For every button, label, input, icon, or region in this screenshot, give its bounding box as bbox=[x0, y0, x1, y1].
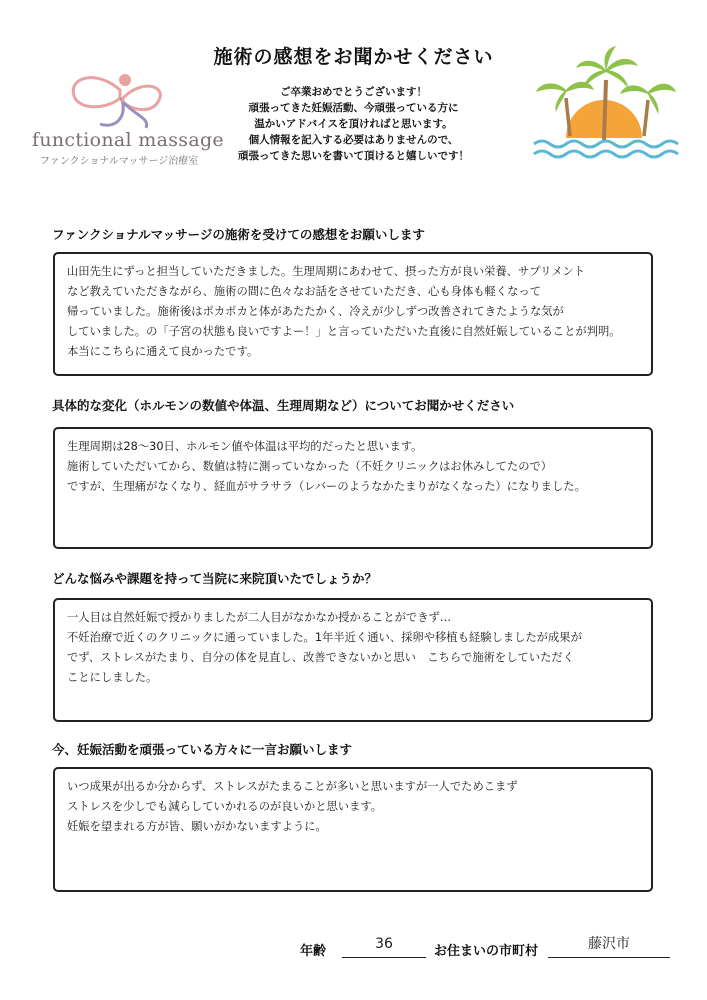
intro-line: 温かいアドバイスを頂ければと思います。 bbox=[254, 118, 453, 130]
answer-line: 妊娠を望まれる方が皆、願いがかないますように。 bbox=[67, 820, 327, 833]
intro-message bbox=[210, 84, 497, 164]
question-message: 今、妊娠活動を頑張っている方々に一言お願いします bbox=[52, 742, 353, 757]
intro-line: 頑張ってきた妊娠活動、今頑張っている方に bbox=[248, 102, 459, 114]
palm-island-icon bbox=[526, 40, 682, 160]
answer-line: いつ成果が出るか分からず、ストレスがたまることが多いと思いますが一人でためこまず bbox=[67, 780, 518, 793]
answer-line: など教えていただきながら、施術の間に色々なお話をさせていただき、心も身体も軽くなって bbox=[67, 285, 542, 298]
answer-line: ですが、生理痛がなくなり、経血がサラサラ（レバーのようなかたまりがなくなった）になりました。 bbox=[67, 480, 586, 493]
logo-name-ja: ファンクショナルマッサージ治療室 bbox=[40, 156, 199, 167]
answer-line: 山田先生にずっと担当していただきました。生理周期にあわせて、摂った方が良い栄養、サプリメント bbox=[67, 265, 586, 278]
answer-box-impression bbox=[53, 252, 653, 376]
answer-box-message bbox=[53, 767, 653, 892]
answer-line: でず、ストレスがたまり、自分の体を見直し、改善できないかと思い こちらで施術をしていただく bbox=[67, 651, 575, 664]
age-value: 36 bbox=[375, 936, 393, 952]
question-concerns: どんな悩みや課題を持って当院に来院頂いたでしょうか？ bbox=[52, 571, 378, 586]
question-changes: 具体的な変化（ホルモンの数値や体温、生理周期など）についてお聞かせください bbox=[52, 398, 515, 413]
answer-line: していました。の「子宮の状態も良いですよー！」と言っていただいた直後に自然妊娠していることが判明。 bbox=[67, 325, 621, 338]
answer-line: ことにしました。 bbox=[67, 671, 158, 684]
answer-line: 不妊治療で近くのクリニックに通っていました。1年半近く通い、採卵や移植も経験しましたが成果が bbox=[67, 631, 582, 644]
intro-line: 個人情報を記入する必要はありませんので、 bbox=[248, 134, 459, 146]
logo-name-en: functional massage bbox=[32, 129, 224, 151]
city-value: 藤沢市 bbox=[588, 936, 630, 952]
question-impression: ファンクショナルマッサージの施術を受けての感想をお願いします bbox=[52, 227, 425, 242]
answer-line: 本当にこちらに通えて良かったです。 bbox=[67, 345, 259, 358]
page-title: 施術の感想をお聞かせください bbox=[213, 46, 494, 68]
answer-line: 一人目は自然妊娠で授かりましたが二人目がなかなか授かることができず… bbox=[67, 611, 452, 624]
answer-line: ストレスを少しでも減らしていかれるのが良いかと思います。 bbox=[67, 800, 383, 813]
answer-line: 生理周期は28〜30日、ホルモン値や体温は平均的だったと思います。 bbox=[67, 440, 423, 453]
answer-line: 施術していただいてから、数値は特に測っていなかった（不妊クリニックはお休みしてたので） bbox=[67, 460, 553, 473]
answer-box-concerns bbox=[53, 598, 653, 722]
age-label: 年齢 bbox=[300, 944, 327, 959]
city-label: お住まいの市町村 bbox=[434, 944, 539, 959]
city-underline bbox=[548, 957, 670, 958]
intro-line: ご卒業おめでとうございます！ bbox=[280, 86, 427, 98]
answer-line: 帰っていました。施術後はポカポカと体があたたかく、冷えが少しずつ改善されてきたような気が bbox=[67, 305, 564, 318]
intro-line: 頑張ってきた思いを書いて頂けると嬉しいです！ bbox=[238, 150, 469, 162]
answer-box-changes bbox=[53, 427, 653, 549]
age-underline bbox=[342, 957, 426, 958]
